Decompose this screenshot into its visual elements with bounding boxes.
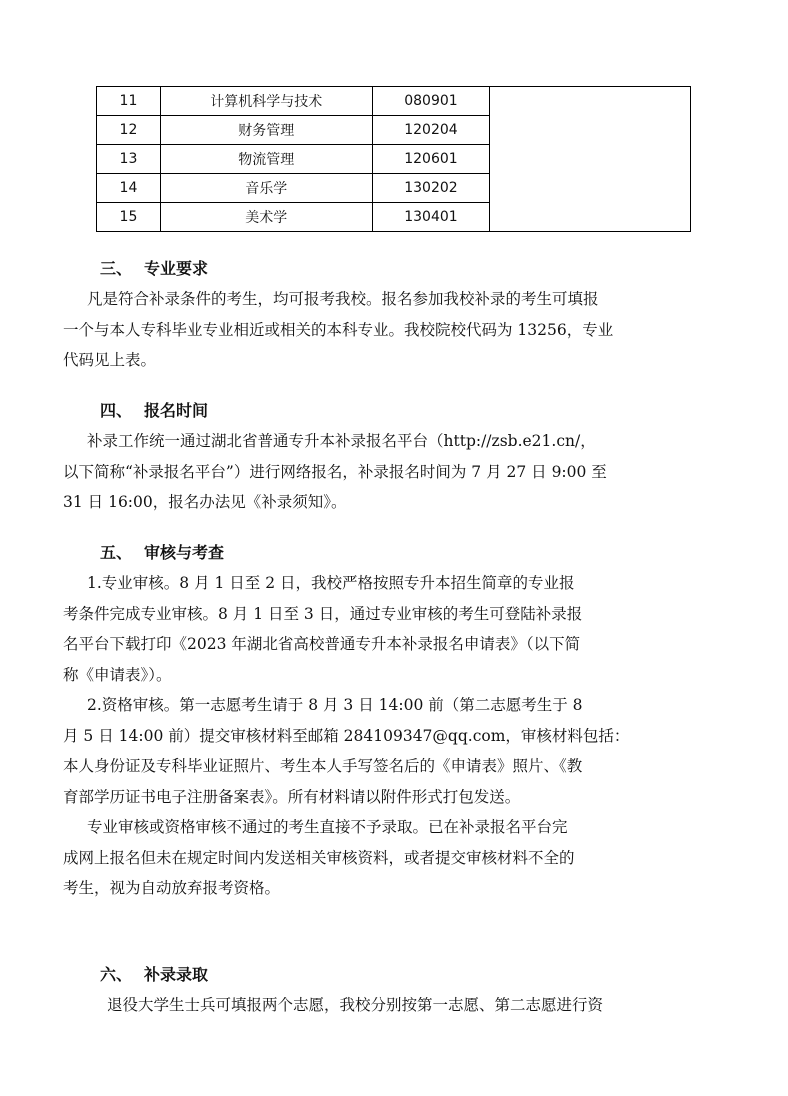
text-line: 育部学历证书电子注册备案表》。所有材料请以附件形式打包发送。 [63,787,521,806]
text-line: 考生，视为自动放弃报考资格。 [63,879,281,897]
section-title: 报名时间 [144,401,209,420]
remarks-cell [490,87,691,232]
section-number: 六、 [100,965,133,984]
section-number: 五、 [100,543,133,562]
majors-table [96,86,691,232]
table-row [97,87,691,116]
section-title: 专业要求 [144,259,209,278]
section-number: 四、 [100,401,133,420]
text-line: 2.资格审核。第一志愿考生请于 8 月 3 日 14:00 前（第二志愿考生于 8 [87,696,583,714]
major-code: 120204 [372,116,490,145]
row-number: 13 [97,145,161,174]
major-code: 080901 [372,87,490,116]
text-line: 代码见上表。 [63,351,157,369]
section-heading-5 [100,540,224,563]
section-body-3 [63,284,723,376]
text-line: 考条件完成专业审核。8 月 1 日至 3 日，通过专业审核的考生可登陆补录报 [63,604,583,623]
section-body-4 [63,426,723,518]
major-name: 美术学 [160,203,372,232]
section-title: 补录录取 [144,965,209,984]
major-name: 音乐学 [160,174,372,203]
text-line: 成网上报名但未在规定时间内发送相关审核资料，或者提交审核材料不全的 [63,848,575,867]
text-line: 称《申请表》）。 [63,665,172,684]
section-heading-6 [100,962,208,985]
major-code: 130202 [372,174,490,203]
text-line: 月 5 日 14:00 前）提交审核材料至邮箱 284109347@qq.com，审核材料包括： [63,726,630,745]
section-heading-3 [100,256,208,279]
major-code: 130401 [372,203,490,232]
section-number: 三、 [100,259,133,278]
major-name: 财务管理 [160,116,372,145]
text-line: 凡是符合补录条件的考生，均可报考我校。报名参加我校补录的考生可填报 [87,290,599,308]
row-number: 12 [97,116,161,145]
text-line: 名平台下载打印《2023 年湖北省高校普通专升本补录报名申请表》（以下简 [63,635,581,653]
section-body-6 [63,990,723,1021]
row-number: 15 [97,203,161,232]
row-number: 11 [97,87,161,116]
major-name: 计算机科学与技术 [160,87,372,116]
major-code: 120601 [372,145,490,174]
text-line: 专业审核或资格审核不通过的考生直接不予录取。已在补录报名平台完 [87,818,568,836]
text-line: 本人身份证及专科毕业证照片、考生本人手写签名后的《申请表》照片、《教 [63,757,583,775]
section-title: 审核与考查 [144,543,225,562]
text-line: 一个与本人专科毕业专业相近或相关的本科专业。我校院校代码为 13256，专业 [63,320,614,339]
text-line: 以下简称“补录报名平台”）进行网络报名，补录报名时间为 7 月 27 日 9:00 至 [63,462,607,481]
row-number: 14 [97,174,161,203]
major-name: 物流管理 [160,145,372,174]
text-line: 1.专业审核。8 月 1 日至 2 日，我校严格按照专升本招生简章的专业报 [87,574,575,592]
section-body-5 [63,568,723,904]
text-line: 补录工作统一通过湖北省普通专升本补录报名平台（http://zsb.e21.cn/， [87,432,596,450]
section-heading-4 [100,398,208,421]
text-line: 31 日 16:00，报名办法见《补录须知》。 [63,493,347,511]
text-line: 退役大学生士兵可填报两个志愿，我校分别按第一志愿、第二志愿进行资 [107,996,604,1014]
